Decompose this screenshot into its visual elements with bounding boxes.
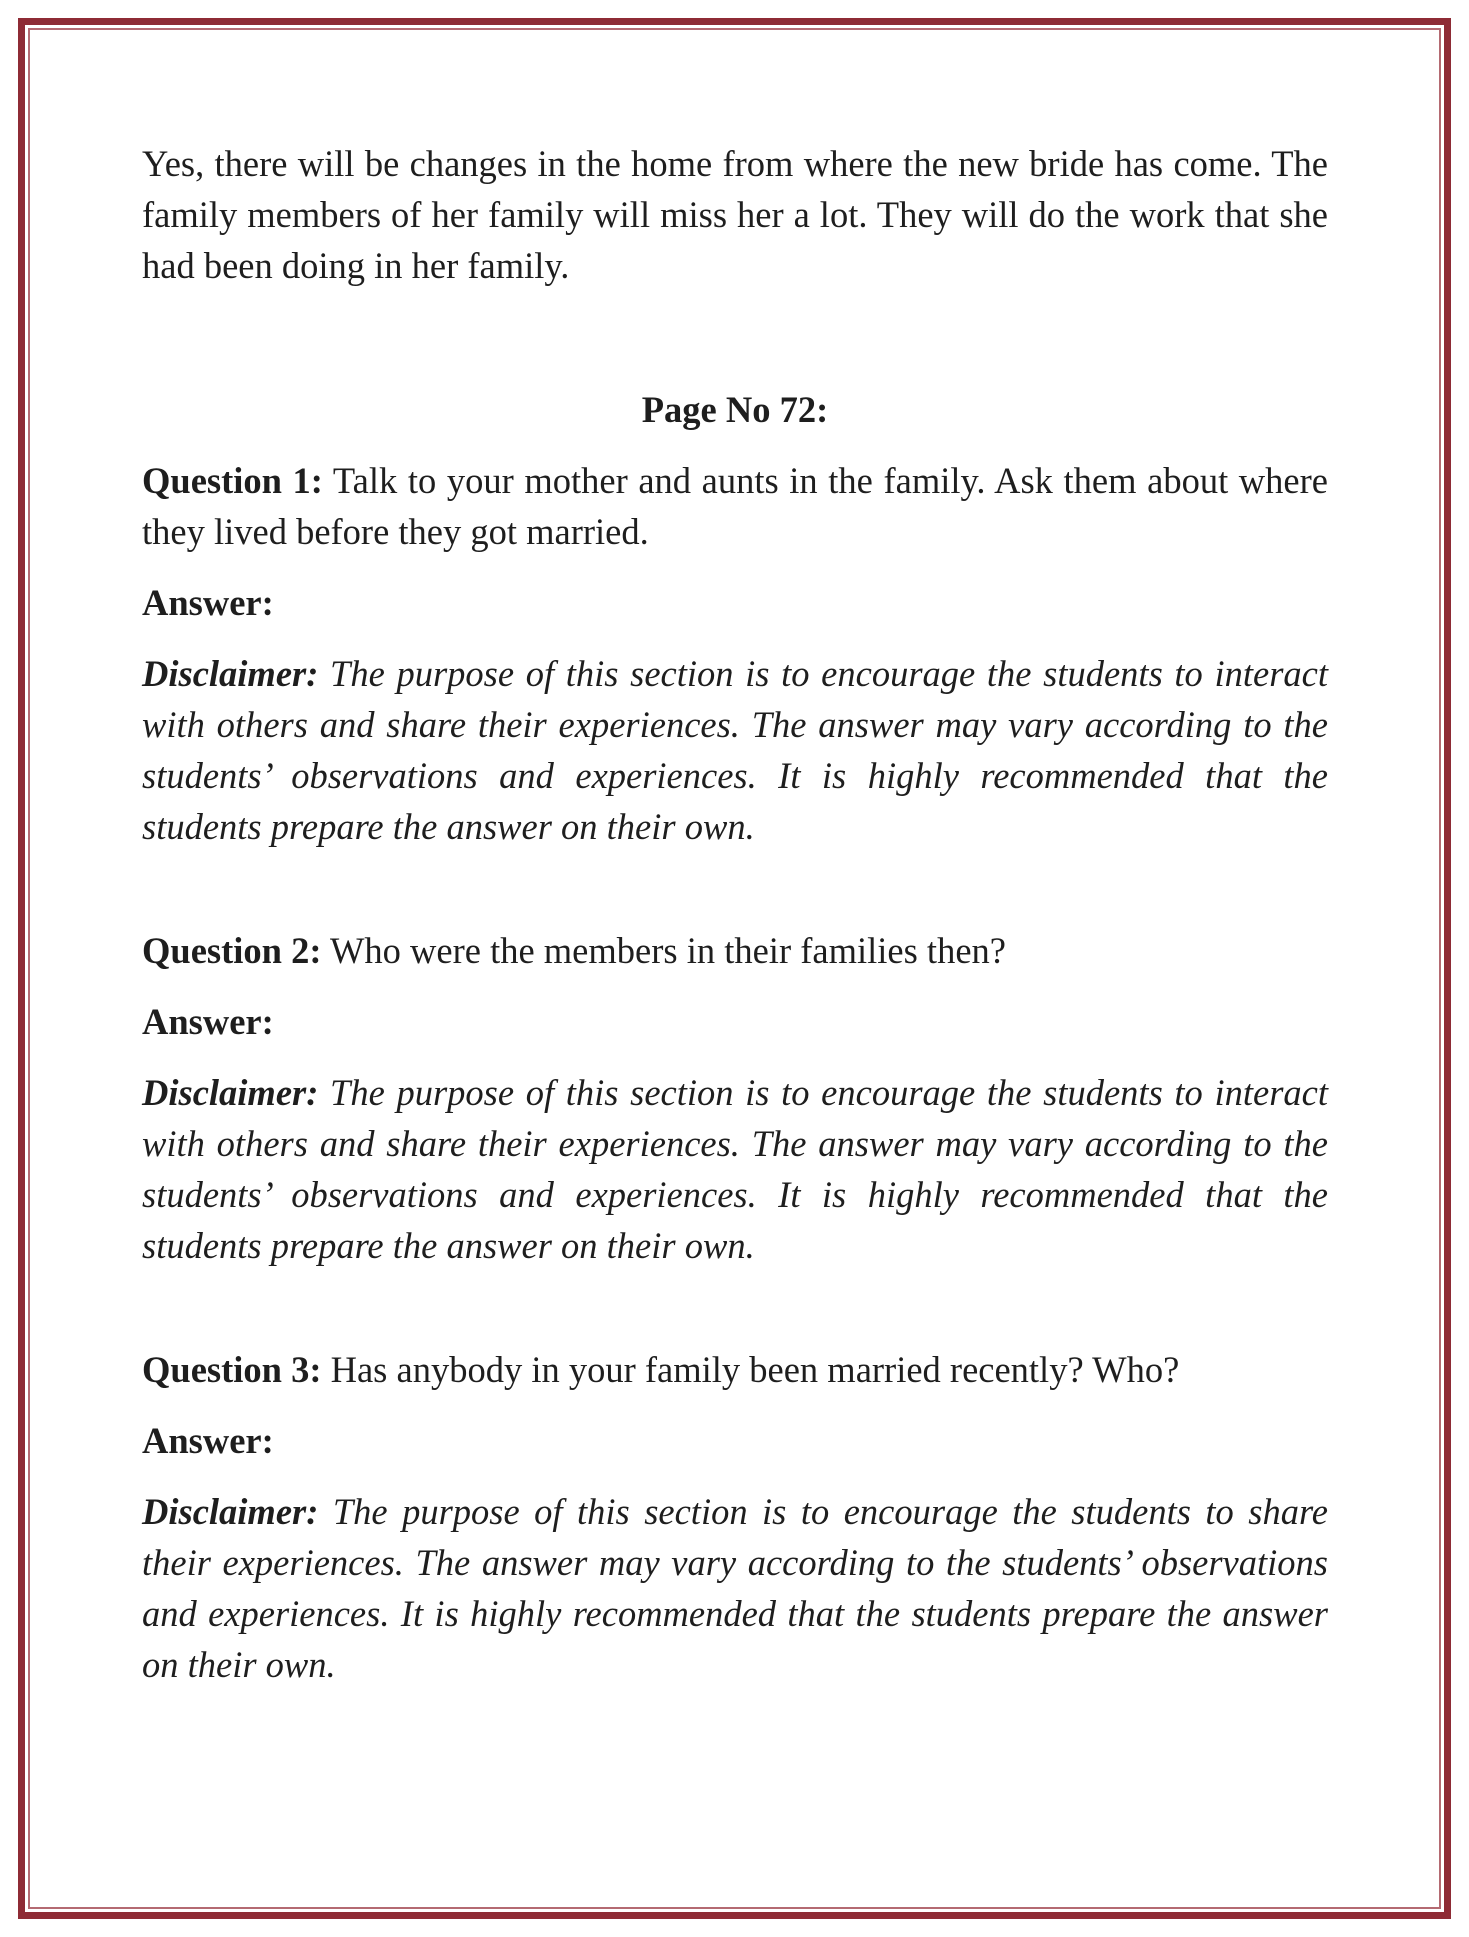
question-text: Who were the members in their families then? [321,930,1006,971]
document-body [142,138,1328,1690]
disclaimer-label: Disclaimer: [142,653,319,694]
question-block-1 [142,455,1328,852]
disclaimer [142,1486,1328,1690]
question-label: Question 2: [142,930,322,971]
disclaimer-text: The purpose of this section is to encourage the students to interact with others and share their experiences. The answer may vary according to the students’ observations and experiences. It is highly recommended that the students prepare the answer on their own. [142,653,1328,847]
page-heading: Page No 72: [641,389,829,430]
answer-label: Answer: [142,582,274,623]
disclaimer-label: Disclaimer: [142,1491,319,1532]
intro-paragraph: Yes, there will be changes in the home from where the new bride has come. The family members of her family will miss her a lot. They will do the work that she had been doing in her family. [142,143,1328,286]
question-block-3 [142,1344,1328,1690]
answer-label: Answer: [142,1001,274,1042]
question-2 [142,925,1328,976]
disclaimer-text: The purpose of this section is to encourage the students to interact with others and share their experiences. The answer may vary according to the students’ observations and experiences. It is highly recommended that the students prepare the answer on their own. [142,1072,1328,1266]
question-label: Question 3: [142,1349,322,1390]
question-block-2 [142,925,1328,1271]
disclaimer [142,648,1328,852]
disclaimer-label: Disclaimer: [142,1072,319,1113]
question-3 [142,1344,1328,1395]
question-text: Has anybody in your family been married recently? Who? [321,1349,1180,1390]
question-1 [142,455,1328,557]
answer-label: Answer: [142,1420,274,1461]
question-label: Question 1: [142,460,323,501]
question-text: Talk to your mother and aunts in the family. Ask them about where they lived before they got married. [142,460,1328,552]
disclaimer-text: The purpose of this section is to encourage the students to share their experiences. The answer may vary according to the students’ observations and experiences. It is highly recommended that the students prepare the answer on their own. [142,1491,1328,1685]
disclaimer [142,1067,1328,1271]
